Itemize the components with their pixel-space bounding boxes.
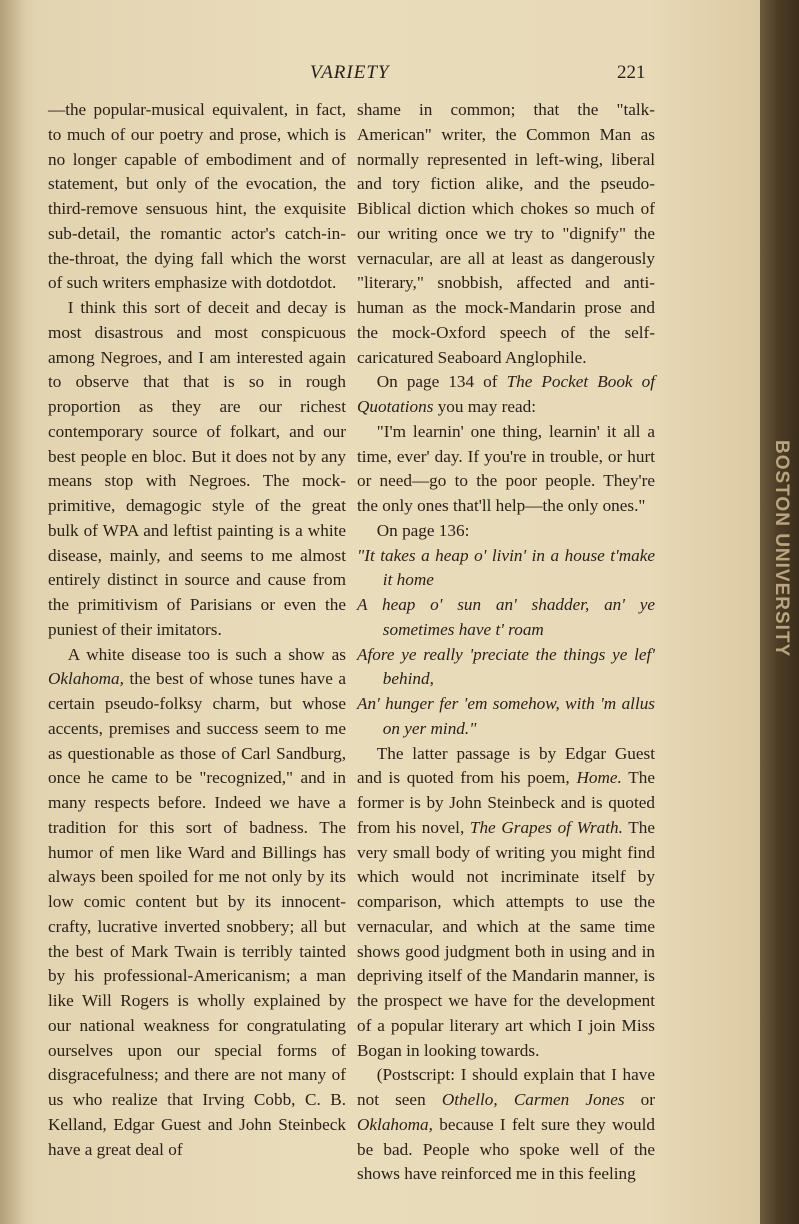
paragraph: —the popular-musical equivalent, in fact, to much of our poetry and prose, which is no longer capable of embodiment and of statement, but only of the evocation, the third-remove sensuous hint, the exquisite sub-detail, the romantic actor's catch-in-the-throat, the dying fall which the worst of such writers emphasize with dotdotdot. bbox=[48, 100, 346, 293]
paragraph-text: The latter passage is by Edgar Guest and is quoted from his poem, bbox=[357, 743, 655, 788]
paragraph-text: The former is by John Steinbeck and is quoted from his novel, bbox=[357, 768, 655, 837]
paragraph bbox=[357, 1063, 655, 1187]
paragraph: On page 136: bbox=[376, 520, 470, 540]
work-title: Othello, Carmen Jones bbox=[441, 1090, 625, 1109]
paragraph-text: you may read: bbox=[433, 397, 537, 416]
paragraph-text: (Postscript: I should explain that I have not seen bbox=[357, 1065, 655, 1109]
paragraph-text: or bbox=[624, 1090, 655, 1109]
work-title: Oklahoma, bbox=[357, 1114, 433, 1134]
running-head: VARIETY bbox=[310, 62, 390, 83]
block-quote: "I'm learnin' one thing, learnin' it all a time, ever' day. If you're in trouble, or hurt or need—go to the poor people. They're the only ones that'll help—the only ones." bbox=[357, 421, 655, 515]
verse-line: A heap o' sun an' shadder, an' ye sometimes have t' roam bbox=[357, 595, 655, 639]
left-column bbox=[48, 98, 346, 1162]
work-title: The Grapes of Wrath. bbox=[469, 817, 623, 837]
paragraph: I think this sort of deceit and decay is most disastrous and most conspicuous among Negroes, and I am interested again to observe that that is so in rough proportion as they are our richest contemporary source of folkart, and our best people en bloc. But it does not by any means stop with Negroes. The mock-primitive, demagogic style of the great bulk of WPA and leftist painting is a white disease, mainly, and seems to me almost entirely distinct in source and cause from the primitivism of Parisians or even the puniest of their imitators. bbox=[48, 298, 346, 639]
paragraph-text: The very small body of writing you might find which would not incriminate itself by comparison, which attempts to use the vernacular, and which at the same time shows good judgment both in using and in depriving itself of the Mandarin manner, is the prospect we have for the development of a popular literary art which I join Miss Bogan in looking towards. bbox=[357, 817, 655, 1060]
paragraph-text: the best of whose tunes have a certain pseudo-folksy charm, but whose accents, premises and success seem to me as questionable as those of Carl Sandburg, once he came to be "recognized," and in many respects before. Indeed we have a tradition for this sort of badness. The humor of men like Ward and Billings has always been spoiled for me not only by its low comic content but by its innocent-crafty, lucrative inverted snobbery; all but the best of Mark Twain is terribly tainted by his professional-Americanism; a man like Will Rogers is wholly explained by our national weakness for congratulating ourselves upon our special forms of disgracefulness; and there are not many of us who realize that Irving Cobb, C. B. Kelland, Edgar Guest and John Steinbeck have a great deal of bbox=[48, 669, 346, 1159]
verse-line: "It takes a heap o' livin' in a house t'make it home bbox=[357, 545, 655, 590]
page-header bbox=[0, 58, 760, 88]
paragraph bbox=[357, 370, 655, 420]
right-column bbox=[357, 98, 655, 1187]
work-title: Home. bbox=[576, 768, 622, 788]
verse-line: An' hunger fer 'em somehow, with 'm allus on yer mind." bbox=[357, 694, 655, 738]
verse-line: Afore ye really 'preciate the things ye lef' behind, bbox=[357, 644, 655, 689]
work-title: Oklahoma, bbox=[48, 669, 124, 689]
page-number: 221 bbox=[617, 62, 646, 83]
paragraph bbox=[357, 742, 655, 1064]
paragraph-text: On page 134 of bbox=[376, 372, 507, 392]
paragraph-text: because I felt sure they would be bad. People who spoke well of the shows have reinforced me in this feeling bbox=[357, 1114, 655, 1184]
work-title: The Pocket Book of Quotations bbox=[357, 372, 655, 416]
gutter-shadow bbox=[0, 0, 26, 1224]
paragraph-text: A white disease too is such a show as bbox=[67, 644, 346, 664]
spine-label: BOSTON UNIVERSITY bbox=[771, 440, 792, 658]
paragraph bbox=[48, 643, 346, 1163]
paragraph: shame in common; that the "talk-American" writer, the Common Man as normally represented in left-wing, liberal and tory fiction alike, and the pseudo-Biblical diction which chokes so much of our writing once we try to "dignify" the vernacular, are all at least as dangerously "literary," snobbish, affected and anti-human as the mock-Mandarin prose and the mock-Oxford speech of the self-caricatured Seaboard Anglophile. bbox=[357, 100, 655, 367]
verse-quote bbox=[357, 544, 655, 742]
